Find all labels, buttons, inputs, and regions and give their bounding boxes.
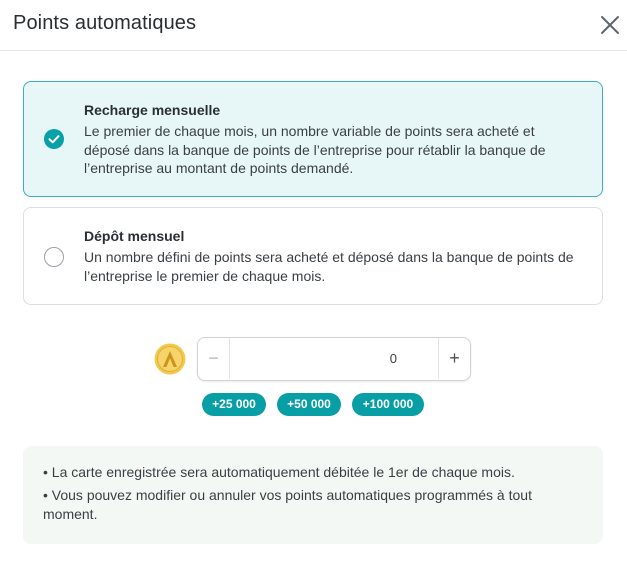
checkmark-icon: [44, 129, 64, 149]
quick-add-100000-button[interactable]: +100 000: [352, 393, 424, 416]
points-stepper[interactable]: [197, 337, 471, 381]
option-monthly-recharge[interactable]: [23, 81, 603, 197]
coin-icon: [154, 343, 186, 375]
dialog-title: Points automatiques: [13, 12, 197, 34]
option-description: Le premier de chaque mois, un nombre variable de points sera acheté et déposé dans la banque de points de l’entreprise pour rétablir la banque de l’entreprise au montant de points demandé.: [84, 123, 546, 176]
note-item: • Vous pouvez modifier ou annuler vos points automatiques programmés à tout moment.: [43, 487, 532, 522]
option-monthly-deposit[interactable]: [23, 207, 603, 305]
quick-add-50000-button[interactable]: +50 000: [277, 393, 341, 416]
dialog-header: [0, 0, 627, 51]
radio-unchecked-icon[interactable]: [44, 247, 64, 267]
increment-button[interactable]: +: [438, 338, 470, 379]
decrement-button[interactable]: −: [198, 338, 230, 379]
option-title: Recharge mensuelle: [84, 102, 221, 118]
close-icon[interactable]: [599, 14, 621, 36]
points-input[interactable]: [231, 338, 437, 379]
quick-add-25000-button[interactable]: +25 000: [202, 393, 266, 416]
info-notes: [23, 446, 603, 544]
option-description: Un nombre défini de points sera acheté et déposé dans la banque de points de l’entreprise le premier de chaque mois.: [84, 249, 574, 284]
option-title: Dépôt mensuel: [84, 228, 185, 244]
note-item: • La carte enregistrée sera automatiquement débitée le 1er de chaque mois.: [43, 464, 515, 480]
radio-checked-icon[interactable]: [44, 129, 64, 149]
